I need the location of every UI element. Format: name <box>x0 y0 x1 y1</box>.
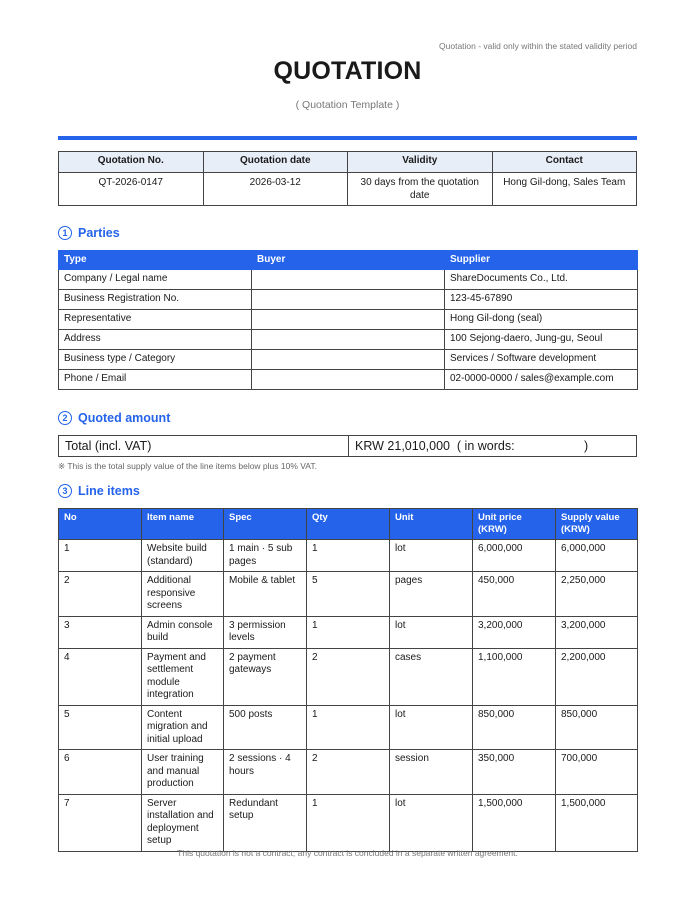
amount-label: Total (incl. VAT) <box>59 436 349 456</box>
items-header-no: No <box>59 509 142 540</box>
section-number-badge: 1 <box>58 226 72 240</box>
table-row <box>59 705 638 750</box>
item-name: Server installation and deployment setup <box>142 794 224 851</box>
item-no: 3 <box>59 616 142 648</box>
meta-header-contact: Contact <box>492 152 637 173</box>
item-supply-value: 850,000 <box>556 705 638 750</box>
buyer-value <box>252 330 445 350</box>
validity-note: Quotation - valid only within the stated validity period <box>439 41 637 51</box>
buyer-value <box>252 290 445 310</box>
table-row <box>59 330 638 350</box>
table-row <box>59 794 638 851</box>
supplier-value: Services / Software development <box>445 350 638 370</box>
item-no: 5 <box>59 705 142 750</box>
item-supply-value: 700,000 <box>556 750 638 795</box>
table-row <box>59 750 638 795</box>
buyer-value <box>252 350 445 370</box>
item-unit-price: 1,500,000 <box>473 794 556 851</box>
parties-header-supplier: Supplier <box>445 251 638 270</box>
table-row <box>59 540 638 572</box>
document-title: QUOTATION <box>273 57 422 85</box>
meta-date: 2026-03-12 <box>203 173 348 206</box>
quoted-amount-box <box>58 435 637 457</box>
section-title: Parties <box>78 226 120 240</box>
item-unit-price: 850,000 <box>473 705 556 750</box>
meta-number: QT-2026-0147 <box>59 173 204 206</box>
item-no: 7 <box>59 794 142 851</box>
quotation-meta-table <box>58 151 637 206</box>
supplier-value: ShareDocuments Co., Ltd. <box>445 270 638 290</box>
item-unit-price: 1,100,000 <box>473 648 556 705</box>
section-heading-amount <box>58 411 170 425</box>
item-supply-value: 6,000,000 <box>556 540 638 572</box>
item-spec: 2 payment gateways <box>224 648 307 705</box>
supplier-value: Hong Gil-dong (seal) <box>445 310 638 330</box>
section-number-badge: 3 <box>58 484 72 498</box>
section-number-badge: 2 <box>58 411 72 425</box>
section-title: Line items <box>78 484 140 498</box>
table-row <box>59 310 638 330</box>
amount-value: KRW 21,010,000 ( in words: ) <box>355 439 589 453</box>
item-name: Website build (standard) <box>142 540 224 572</box>
item-qty: 1 <box>307 705 390 750</box>
section-heading-items <box>58 484 140 498</box>
parties-header-type: Type <box>59 251 252 270</box>
item-supply-value: 3,200,000 <box>556 616 638 648</box>
items-header-supply-value: Supply value (KRW) <box>556 509 638 540</box>
item-unit: lot <box>390 540 473 572</box>
item-unit-price: 6,000,000 <box>473 540 556 572</box>
item-qty: 5 <box>307 572 390 617</box>
table-row <box>59 616 638 648</box>
meta-contact: Hong Gil-dong, Sales Team <box>492 173 637 206</box>
item-name: Admin console build <box>142 616 224 648</box>
table-row <box>59 350 638 370</box>
items-header-name: Item name <box>142 509 224 540</box>
item-spec: 2 sessions · 4 hours <box>224 750 307 795</box>
item-unit: cases <box>390 648 473 705</box>
meta-header-number: Quotation No. <box>59 152 204 173</box>
item-spec: 1 main · 5 sub pages <box>224 540 307 572</box>
parties-table <box>58 250 638 390</box>
items-header-unit-price: Unit price (KRW) <box>473 509 556 540</box>
item-spec: Mobile & tablet <box>224 572 307 617</box>
row-label: Representative <box>59 310 252 330</box>
item-unit-price: 350,000 <box>473 750 556 795</box>
item-unit: lot <box>390 794 473 851</box>
meta-validity: 30 days from the quotation date <box>348 173 493 206</box>
row-label: Business Registration No. <box>59 290 252 310</box>
item-no: 4 <box>59 648 142 705</box>
item-spec: Redundant setup <box>224 794 307 851</box>
item-unit-price: 450,000 <box>473 572 556 617</box>
item-qty: 2 <box>307 648 390 705</box>
table-row <box>59 290 638 310</box>
item-supply-value: 1,500,000 <box>556 794 638 851</box>
item-qty: 2 <box>307 750 390 795</box>
item-no: 1 <box>59 540 142 572</box>
buyer-value <box>252 370 445 390</box>
header-divider <box>58 136 637 140</box>
row-label: Company / Legal name <box>59 270 252 290</box>
buyer-value <box>252 310 445 330</box>
items-header-qty: Qty <box>307 509 390 540</box>
item-name: User training and manual production <box>142 750 224 795</box>
item-unit: lot <box>390 705 473 750</box>
supplier-value: 02-0000-0000 / sales@example.com <box>445 370 638 390</box>
table-row <box>59 370 638 390</box>
items-header-unit: Unit <box>390 509 473 540</box>
disclaimer-footer: This quotation is not a contract; any contract is concluded in a separate written agreement. <box>177 848 518 858</box>
item-spec: 500 posts <box>224 705 307 750</box>
meta-header-validity: Validity <box>348 152 493 173</box>
meta-header-date: Quotation date <box>203 152 348 173</box>
supplier-value: 100 Sejong-daero, Jung-gu, Seoul <box>445 330 638 350</box>
table-row <box>59 572 638 617</box>
line-items-table <box>58 508 638 852</box>
document-subtitle: ( Quotation Template ) <box>295 99 400 111</box>
table-row <box>59 648 638 705</box>
item-qty: 1 <box>307 540 390 572</box>
item-unit: pages <box>390 572 473 617</box>
item-name: Content migration and initial upload <box>142 705 224 750</box>
row-label: Business type / Category <box>59 350 252 370</box>
item-unit: lot <box>390 616 473 648</box>
row-label: Address <box>59 330 252 350</box>
item-supply-value: 2,200,000 <box>556 648 638 705</box>
row-label: Phone / Email <box>59 370 252 390</box>
item-no: 2 <box>59 572 142 617</box>
item-unit-price: 3,200,000 <box>473 616 556 648</box>
buyer-value <box>252 270 445 290</box>
section-heading-parties <box>58 226 120 240</box>
items-header-spec: Spec <box>224 509 307 540</box>
item-qty: 1 <box>307 794 390 851</box>
table-row <box>59 270 638 290</box>
parties-header-buyer: Buyer <box>252 251 445 270</box>
supplier-value: 123-45-67890 <box>445 290 638 310</box>
item-supply-value: 2,250,000 <box>556 572 638 617</box>
item-no: 6 <box>59 750 142 795</box>
item-qty: 1 <box>307 616 390 648</box>
item-spec: 3 permission levels <box>224 616 307 648</box>
item-name: Additional responsive screens <box>142 572 224 617</box>
item-unit: session <box>390 750 473 795</box>
amount-note: ※ This is the total supply value of the line items below plus 10% VAT. <box>58 461 317 471</box>
section-title: Quoted amount <box>78 411 171 425</box>
item-name: Payment and settlement module integration <box>142 648 224 705</box>
